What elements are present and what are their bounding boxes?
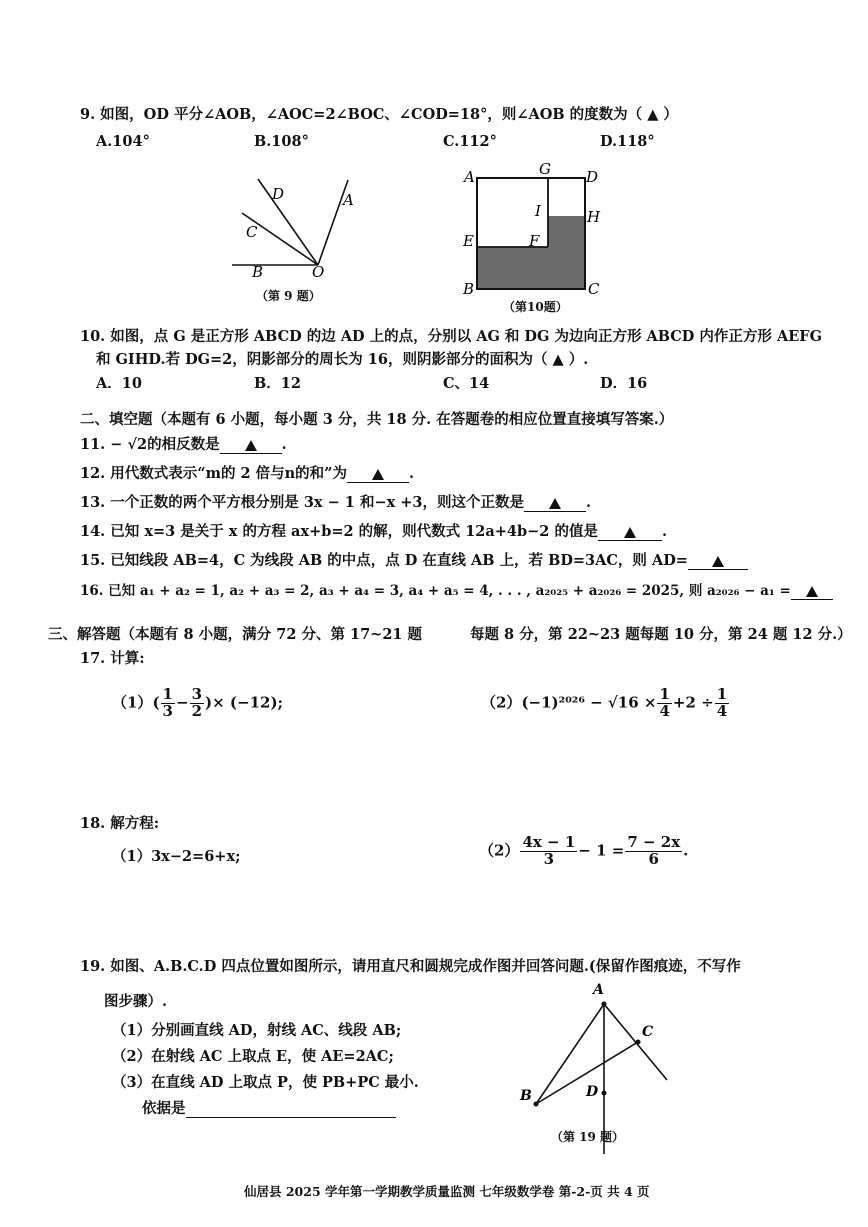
q10-label-a: A (464, 168, 475, 186)
q10-label-e: E (463, 232, 474, 250)
q19-fig-caption: （第 19 题） (551, 1130, 625, 1144)
q9-option-a: A.104° (96, 133, 150, 150)
q13-answer-blank (524, 494, 586, 512)
q14-text: 14. 已知 x=3 是关于 x 的方程 ax+b=2 的解，则代数式 12a+4b−2 的值是 (80, 523, 598, 540)
q18-part1: （1）3x−2=6+x; (112, 848, 241, 865)
q19-basis-label: 依据是 (142, 1100, 186, 1117)
q10-label-c: C (588, 280, 600, 298)
triangle-icon (806, 586, 818, 597)
q10-option-b: B．12 (254, 375, 301, 392)
fraction-one-fourth: $\frac{1}{4}$ (659, 685, 670, 720)
q9-option-c: C.112° (443, 133, 497, 150)
q9-label-c: C (246, 223, 258, 241)
q12-answer-blank (347, 465, 409, 483)
q19-item2: （2）在射线 AC 上取点 E，使 AE=2AC; (112, 1048, 394, 1065)
q9-figure (220, 165, 370, 305)
q19-basis (142, 1097, 396, 1118)
fraction-one-fourth-b: $\frac{1}{4}$ (716, 685, 728, 720)
q18-part2: （2） $\frac{4x - 1}{3}$ − 1 = $\frac{7 - 2x}{6}$ . (479, 833, 689, 868)
q17-part1: （1）( $\frac{1}{3}$ − $\frac{3}{2}$ )× (−12); (112, 685, 284, 720)
fraction-one-third: $\frac{1}{3}$ (162, 685, 173, 720)
q9-label-o: O (312, 263, 325, 281)
q10-figure (455, 160, 605, 300)
q10-label-b: B (463, 280, 475, 298)
q14: 14. 已知 x=3 是关于 x 的方程 ax+b=2 的解，则代数式 12a+4b−2 的值是 . (80, 523, 668, 540)
q19-label-d: D (586, 1084, 599, 1100)
q15-text: 15. 已知线段 AB=4，C 为线段 AB 的中点，点 D 在直线 AB 上，若 BD=3AC，则 AD= (80, 552, 688, 569)
page-footer: 仙居县 2025 学年第一学期教学质量监测 七年级数学卷 第-2-页 共 4 页 (244, 1184, 650, 1199)
q10-label-i: I (535, 202, 541, 220)
q19-label-c: C (642, 1024, 654, 1040)
q10-line1: 10. 如图，点 G 是正方形 ABCD 的边 AD 上的点，分别以 AG 和 DG 为边向正方形 ABCD 内作正方形 AEFG (80, 328, 822, 345)
q19-line1: 19. 如图、A.B.C.D 四点位置如图所示，请用直尺和圆规完成作图并回答问题.(保留作图痕迹，不写作 (80, 958, 741, 975)
section2-heading: 二、填空题（本题有 6 小题，每小题 3 分，共 18 分. 在答题卷的相应位置直接填写答案.） (80, 411, 674, 428)
q10-label-g: G (539, 160, 551, 178)
q17-title: 17. 计算: (80, 650, 145, 667)
q17-part2: （2）(−1)²⁰²⁶ − √16 × $\frac{1}{4}$ +2 ÷ $\frac{1}{4}$ (481, 685, 728, 720)
triangle-icon (372, 469, 384, 480)
q10-label-h: H (587, 208, 601, 226)
q10-label-d: D (586, 168, 599, 186)
q15-answer-blank (688, 552, 748, 570)
q9-fig-caption: （第 9 题） (256, 289, 321, 303)
triangle-icon (712, 556, 724, 567)
q11: 11. − √2的相反数是 . (80, 436, 287, 453)
fraction-right: $\frac{7 - 2x}{6}$ (627, 833, 681, 868)
q18-title: 18. 解方程: (80, 815, 160, 832)
triangle-icon (245, 440, 257, 451)
q19-label-b: B (520, 1088, 532, 1104)
q19-basis-blank (186, 1100, 396, 1118)
q9-label-b: B (252, 263, 264, 281)
q10-option-d: D．16 (600, 375, 648, 392)
q9-option-d: D.118° (600, 133, 655, 150)
q12: 12. 用代数式表示“m的 2 倍与n的和”为 . (80, 465, 415, 482)
q19-item1: （1）分别画直线 AD，射线 AC、线段 AB; (112, 1022, 402, 1039)
q9-label-a: A (343, 191, 354, 209)
fraction-three-halves: $\frac{3}{2}$ (191, 685, 202, 720)
q12-text: 12. 用代数式表示“m的 2 倍与n的和”为 (80, 465, 348, 482)
q9-stem: 9. 如图，OD 平分∠AOB，∠AOC=2∠BOC、∠COD=18°，则∠AOB 的度数为（ ▲ ） (80, 106, 678, 123)
q13: 13. 一个正数的两个平方根分别是 3x − 1 和−x +3，则这个正数是 . (80, 494, 592, 511)
triangle-icon (624, 527, 636, 538)
q11-answer-blank (220, 436, 282, 454)
q10-label-f: F (529, 232, 540, 250)
section3-heading-right: 每题 8 分，第 22~23 题每题 10 分，第 24 题 12 分.） (470, 626, 852, 643)
q19-line2: 图步骤）. (104, 993, 168, 1010)
q19-label-a: A (593, 982, 604, 998)
section3-heading-left: 三、解答题（本题有 8 小题，满分 72 分、第 17~21 题 (48, 626, 423, 643)
q16 (80, 579, 833, 600)
q10-option-a: A．10 (96, 375, 142, 392)
q9-option-b: B.108° (254, 133, 309, 150)
q16-text: 16. 已知 a₁ + a₂ = 1, a₂ + a₃ = 2, a₃ + a₄ = 3, a₄ + a₅ = 4, . . . , a₂₀₂₅ + a₂₀₂₆ = 2025, 则 a₂₀₂₆ − a₁ = (80, 583, 791, 599)
q19-item3: （3）在直线 AD 上取点 P，使 PB+PC 最小. (112, 1074, 419, 1091)
q10-fig-caption: （第10题） (503, 300, 568, 314)
q10-option-c: C、14 (443, 375, 490, 392)
fraction-left: $\frac{4x - 1}{3}$ (522, 833, 576, 868)
q14-answer-blank (598, 523, 662, 541)
q15 (80, 549, 748, 570)
q9-label-d: D (272, 185, 285, 203)
q10-line2: 和 GIHD.若 DG=2，阴影部分的周长为 16，则阴影部分的面积为（ ▲ ）. (96, 351, 589, 368)
triangle-icon (549, 498, 561, 509)
q16-answer-blank (791, 583, 833, 600)
q13-text: 13. 一个正数的两个平方根分别是 3x − 1 和−x +3，则这个正数是 (80, 494, 525, 511)
q11-text: 11. − √2的相反数是 (80, 436, 220, 453)
